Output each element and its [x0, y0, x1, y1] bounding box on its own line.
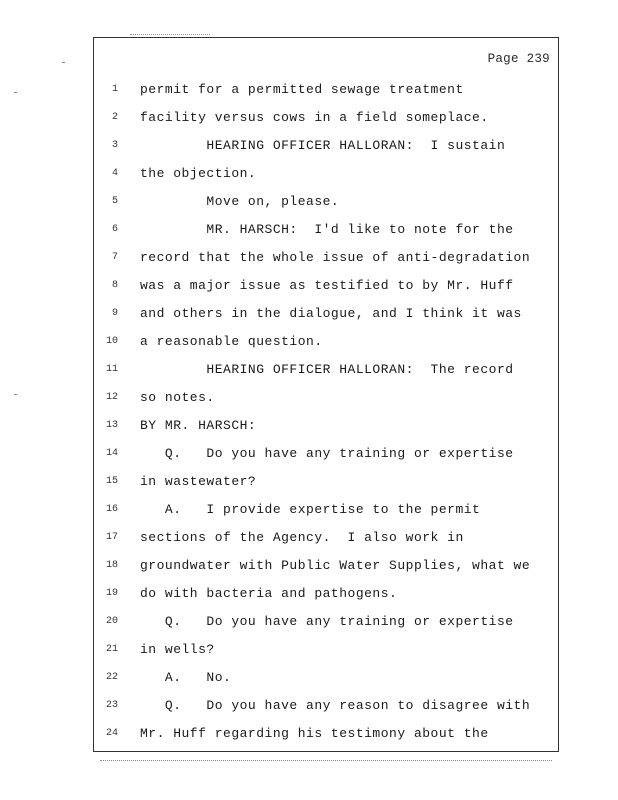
line-number: 15: [105, 476, 118, 487]
line-number: 11: [105, 364, 118, 375]
transcript-line: [94, 530, 560, 558]
line-number: 6: [111, 224, 118, 235]
line-text: BY MR. HARSCH:: [140, 418, 257, 433]
line-text: was a major issue as testified to by Mr. Huff: [140, 278, 514, 293]
transcript-line: [94, 418, 560, 446]
line-number: 7: [111, 252, 118, 263]
line-number: 19: [105, 588, 118, 599]
line-text: record that the whole issue of anti-degradation: [140, 250, 531, 265]
line-number: 12: [105, 392, 118, 403]
line-text: and others in the dialogue, and I think it was: [140, 306, 522, 321]
line-text: Q. Do you have any training or expertise: [140, 614, 514, 629]
transcript-line: [94, 334, 560, 362]
line-text: HEARING OFFICER HALLORAN: The record: [140, 362, 514, 377]
margin-speck: [62, 62, 65, 63]
line-number: 4: [111, 168, 118, 179]
line-number: 1: [111, 84, 118, 95]
transcript-line: [94, 642, 560, 670]
line-text: groundwater with Public Water Supplies, what we: [140, 558, 531, 573]
transcript-line: [94, 586, 560, 614]
transcript-line: [94, 222, 560, 250]
line-text: the objection.: [140, 166, 257, 181]
transcript-line: [94, 194, 560, 222]
line-text: in wastewater?: [140, 474, 257, 489]
line-number: 2: [111, 112, 118, 123]
line-text: HEARING OFFICER HALLORAN: I sustain: [140, 138, 506, 153]
transcript-line: [94, 446, 560, 474]
line-number: 24: [105, 728, 118, 739]
transcript-line: [94, 614, 560, 642]
transcript-line: [94, 138, 560, 166]
transcript-line: [94, 670, 560, 698]
line-text: Q. Do you have any training or expertise: [140, 446, 514, 461]
transcript-line: [94, 306, 560, 334]
page-number: Page 239: [487, 52, 550, 66]
transcript-line: [94, 390, 560, 418]
margin-speck: [14, 92, 17, 93]
transcript-line: [94, 278, 560, 306]
line-number: 8: [111, 280, 118, 291]
line-number: 22: [105, 672, 118, 683]
transcript-line: [94, 166, 560, 194]
line-text: Move on, please.: [140, 194, 340, 209]
transcript-line: [94, 502, 560, 530]
line-text: A. No.: [140, 670, 232, 685]
line-number: 10: [105, 336, 118, 347]
line-text: Mr. Huff regarding his testimony about the: [140, 726, 489, 741]
line-text: permit for a permitted sewage treatment: [140, 82, 464, 97]
transcript-line: [94, 698, 560, 726]
line-number: 5: [111, 196, 118, 207]
transcript-line: [94, 726, 560, 754]
line-number: 3: [111, 140, 118, 151]
line-text: so notes.: [140, 390, 215, 405]
line-number: 20: [105, 616, 118, 627]
transcript-line: [94, 250, 560, 278]
transcript-line: [94, 558, 560, 586]
line-number: 14: [105, 448, 118, 459]
transcript-line: [94, 110, 560, 138]
transcript-line: [94, 362, 560, 390]
transcript-page: [93, 37, 559, 752]
line-number: 16: [105, 504, 118, 515]
line-text: a reasonable question.: [140, 334, 323, 349]
line-text: MR. HARSCH: I'd like to note for the: [140, 222, 514, 237]
line-text: do with bacteria and pathogens.: [140, 586, 398, 601]
line-number: 18: [105, 560, 118, 571]
line-number: 21: [105, 644, 118, 655]
line-text: sections of the Agency. I also work in: [140, 530, 464, 545]
line-text: A. I provide expertise to the permit: [140, 502, 481, 517]
line-text: in wells?: [140, 642, 215, 657]
transcript-line: [94, 474, 560, 502]
line-number: 13: [105, 420, 118, 431]
transcript-line: [94, 82, 560, 110]
line-number: 17: [105, 532, 118, 543]
line-text: facility versus cows in a field someplace.: [140, 110, 489, 125]
scan-artifact-top: [130, 34, 210, 35]
line-text: Q. Do you have any reason to disagree with: [140, 698, 531, 713]
scan-artifact-bottom: [100, 760, 552, 761]
line-number: 23: [105, 700, 118, 711]
line-number: 9: [111, 308, 118, 319]
margin-speck: [14, 394, 17, 395]
